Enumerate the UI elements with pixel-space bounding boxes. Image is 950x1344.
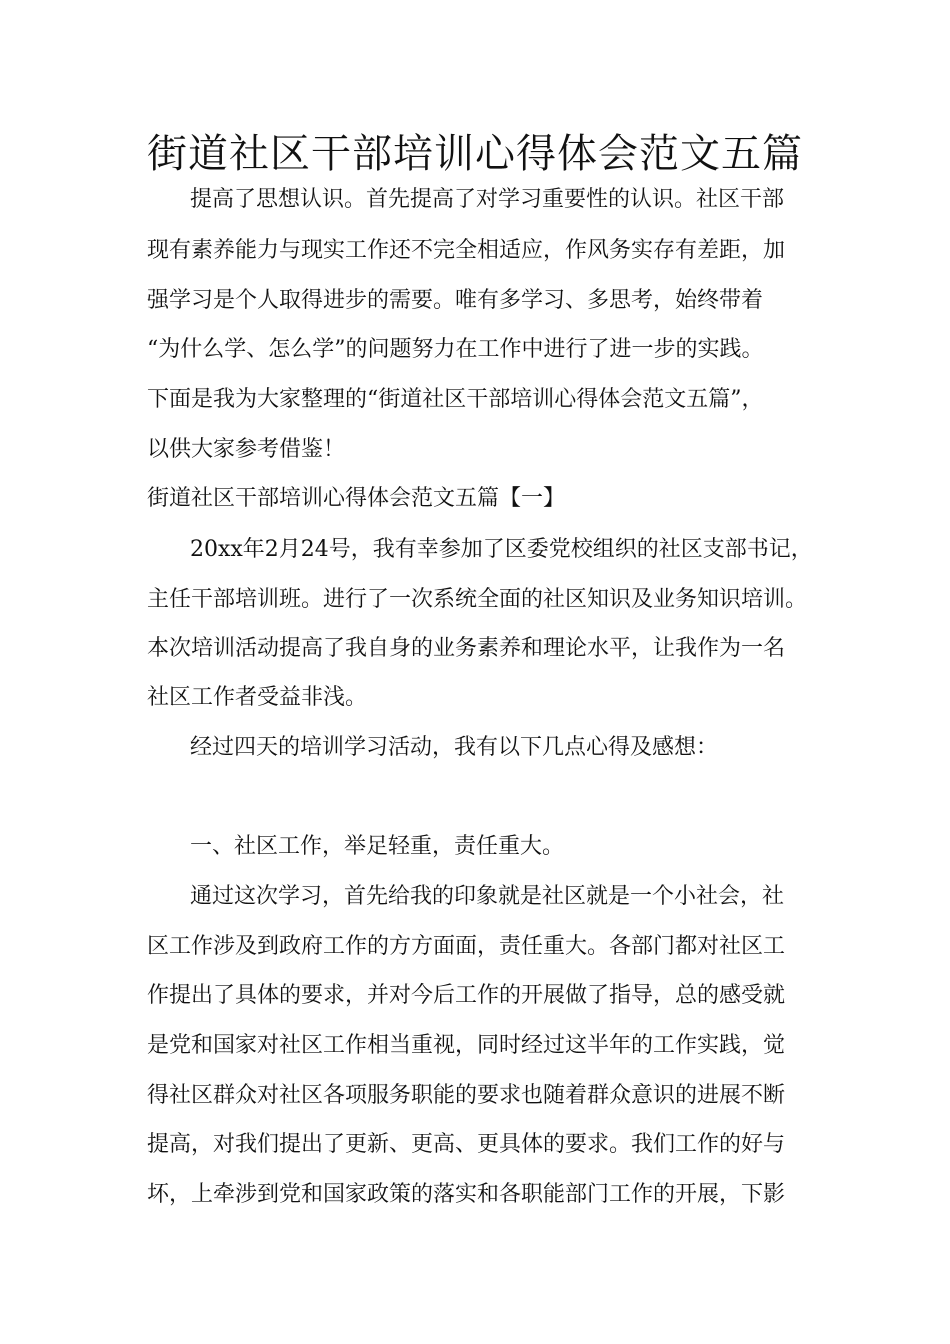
para3-line-7: 坏，上牵涉到党和国家政策的落实和各职能部门工作的开展，下影 xyxy=(147,1182,786,1207)
intro-line-2: 现有素养能力与现实工作还不完全相适应，作风务实存有差距，加 xyxy=(147,238,786,263)
para3-line-3: 作提出了具体的要求，并对今后工作的开展做了指导，总的感受就 xyxy=(147,983,786,1008)
intro-line-3: 强学习是个人取得进步的需要。唯有多学习、多思考，始终带着 xyxy=(147,288,764,313)
para3-line-1: 通过这次学习，首先给我的印象就是社区就是一个小社会，社 xyxy=(190,884,785,909)
para1-line-3: 本次培训活动提高了我自身的业务素养和理论水平，让我作为一名 xyxy=(147,636,786,661)
intro-line-1: 提高了思想认识。首先提高了对学习重要性的认识。社区干部 xyxy=(190,187,785,212)
intro-line-4: “为什么学、怎么学”的问题努力在工作中进行了进一步的实践。 xyxy=(147,337,764,362)
para2-line: 经过四天的培训学习活动，我有以下几点心得及感想： xyxy=(190,735,719,760)
intro-line-5: 下面是我为大家整理的“街道社区干部培训心得体会范文五篇”， xyxy=(147,387,764,412)
para1-line-2: 主任干部培训班。进行了一次系统全面的社区知识及业务知识培训。 xyxy=(147,587,808,612)
para3-line-6: 提高，对我们提出了更新、更高、更具体的要求。我们工作的好与 xyxy=(147,1132,786,1157)
para3-line-2: 区工作涉及到政府工作的方方面面，责任重大。各部门都对社区工 xyxy=(147,934,786,959)
para1-line-4: 社区工作者受益非浅。 xyxy=(147,685,368,710)
intro-line-6: 以供大家参考借鉴！ xyxy=(147,437,346,462)
para1-line-1: 20xx年2月24号，我有幸参加了区委党校组织的社区支部书记， xyxy=(190,537,813,562)
document-title: 街道社区干部培训心得体会范文五篇 xyxy=(147,131,803,177)
section-heading: 街道社区干部培训心得体会范文五篇【一】 xyxy=(147,486,566,511)
para3-line-5: 得社区群众对社区各项服务职能的要求也随着群众意识的进展不断 xyxy=(147,1083,786,1108)
point-heading-1: 一、社区工作，举足轻重，责任重大。 xyxy=(190,834,565,859)
para3-line-4: 是党和国家对社区工作相当重视，同时经过这半年的工作实践，觉 xyxy=(147,1033,786,1058)
